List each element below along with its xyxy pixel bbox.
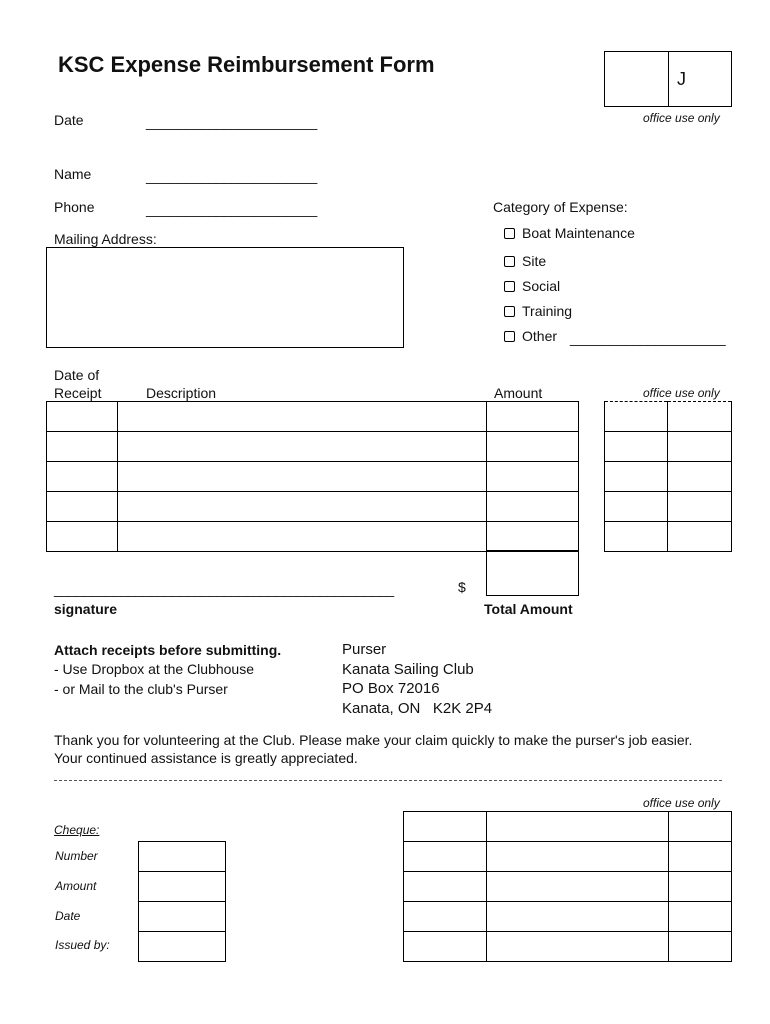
address-line-2: Kanata Sailing Club xyxy=(342,660,474,678)
address-line-3: PO Box 72016 xyxy=(342,680,440,697)
receipt-description-cell[interactable] xyxy=(118,462,487,492)
col-date-header-2: Receipt xyxy=(54,385,102,401)
col-date-header-1: Date of xyxy=(54,367,100,383)
name-label: Name xyxy=(54,166,92,182)
total-amount-label: Total Amount xyxy=(484,601,573,617)
receipt-date-cell[interactable] xyxy=(47,462,118,492)
receipt-date-cell[interactable] xyxy=(47,402,118,432)
phone-label: Phone xyxy=(54,199,95,215)
checkbox-icon[interactable] xyxy=(504,331,515,342)
cheque-table xyxy=(138,841,226,962)
checkbox-icon[interactable] xyxy=(504,306,515,317)
receipt-description-cell[interactable] xyxy=(118,522,487,552)
cheque-label: Cheque: xyxy=(54,823,100,837)
address-line-4: Kanata, ON K2K 2P4 xyxy=(342,699,493,717)
checkbox-icon[interactable] xyxy=(504,228,515,239)
table-row xyxy=(47,462,579,492)
submit-heading: Attach receipts before submitting. xyxy=(54,642,282,658)
receipt-date-cell[interactable] xyxy=(47,522,118,552)
mailing-address-label: Mailing Address: xyxy=(54,231,157,247)
dollar-sign: $ xyxy=(458,579,466,595)
table-row xyxy=(47,492,579,522)
receipt-date-cell[interactable] xyxy=(47,492,118,522)
address-line-1: Purser xyxy=(342,641,387,658)
name-field[interactable]: ______________________ xyxy=(146,168,318,184)
date-field[interactable]: ______________________ xyxy=(146,114,318,130)
receipt-amount-cell[interactable] xyxy=(487,462,579,492)
signature-label: signature xyxy=(54,601,118,617)
total-amount-input[interactable] xyxy=(486,550,579,596)
office-use-label-bottom: office use only xyxy=(643,796,720,810)
receipts-table xyxy=(46,401,579,552)
cheque-amount-label: Amount xyxy=(55,879,97,893)
purser-address xyxy=(342,640,492,718)
office-code: J xyxy=(677,69,686,89)
cheque-number-label: Number xyxy=(55,849,98,863)
thanks-line-1: Thank you for volunteering at the Club. Please make your claim quickly to make the purser's job easier. xyxy=(54,732,693,748)
table-row xyxy=(47,432,579,462)
submit-line-2: - or Mail to the club's Purser xyxy=(54,681,228,697)
thanks-line-2: Your continued assistance is greatly appreciated. xyxy=(54,750,358,766)
cheque-date-input[interactable] xyxy=(139,902,226,932)
page-title: KSC Expense Reimbursement Form xyxy=(58,52,435,77)
receipt-amount-cell[interactable] xyxy=(487,402,579,432)
cheque-date-label: Date xyxy=(55,909,81,923)
office-use-receipts-table xyxy=(604,401,732,552)
receipt-description-cell[interactable] xyxy=(118,402,487,432)
phone-field[interactable]: ______________________ xyxy=(146,201,318,217)
submit-line-1: - Use Dropbox at the Clubhouse xyxy=(54,661,254,677)
receipt-description-cell[interactable] xyxy=(118,492,487,522)
col-description-header: Description xyxy=(146,385,217,401)
receipt-amount-cell[interactable] xyxy=(487,432,579,462)
category-training[interactable]: Training xyxy=(504,303,572,319)
table-row xyxy=(47,402,579,432)
cut-line-divider xyxy=(54,780,722,781)
category-other[interactable]: Other xyxy=(504,328,557,344)
office-use-label-receipts: office use only xyxy=(643,386,720,400)
cheque-amount-input[interactable] xyxy=(139,872,226,902)
receipt-date-cell[interactable] xyxy=(47,432,118,462)
cheque-issued-by-label: Issued by: xyxy=(55,938,110,952)
signature-line[interactable]: ______________________________________________ xyxy=(54,581,394,597)
category-other-field[interactable]: ____________________ xyxy=(570,330,726,346)
receipt-amount-cell[interactable] xyxy=(487,522,579,552)
category-boat-maintenance[interactable]: Boat Maintenance xyxy=(504,225,635,241)
cheque-number-input[interactable] xyxy=(139,842,226,872)
table-row xyxy=(47,522,579,552)
office-use-label-top: office use only xyxy=(643,111,720,125)
checkbox-icon[interactable] xyxy=(504,256,515,267)
col-amount-header: Amount xyxy=(494,385,543,401)
date-label: Date xyxy=(54,112,84,128)
cheque-issued-by-input[interactable] xyxy=(139,932,226,962)
office-use-bottom-table xyxy=(403,811,732,962)
office-code-box xyxy=(604,51,732,107)
checkbox-icon[interactable] xyxy=(504,281,515,292)
category-title: Category of Expense: xyxy=(493,199,628,215)
receipt-description-cell[interactable] xyxy=(118,432,487,462)
mailing-address-input[interactable] xyxy=(46,247,404,348)
category-site[interactable]: Site xyxy=(504,253,546,269)
receipt-amount-cell[interactable] xyxy=(487,492,579,522)
category-social[interactable]: Social xyxy=(504,278,560,294)
